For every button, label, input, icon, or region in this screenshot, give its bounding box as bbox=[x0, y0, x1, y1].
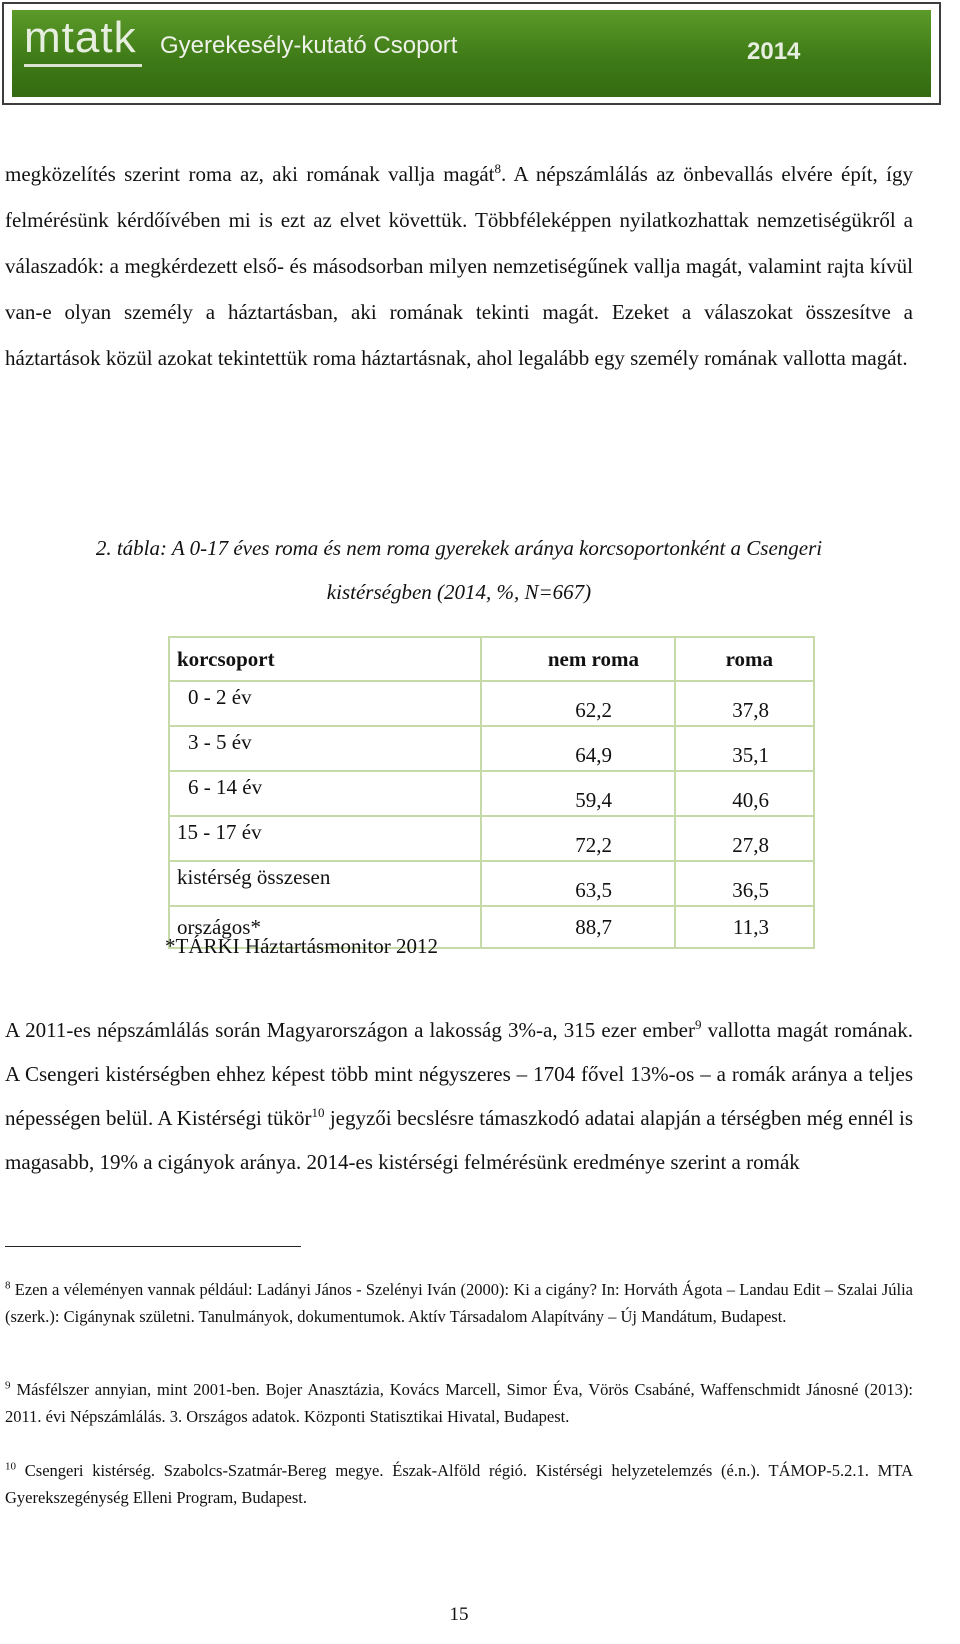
table-source-note: *TÁRKI Háztartásmonitor 2012 bbox=[165, 934, 438, 958]
cell-roma: 27,8 bbox=[675, 816, 814, 861]
header-nem-roma: nem roma bbox=[481, 637, 675, 681]
cell-nem-roma: 72,2 bbox=[481, 816, 675, 861]
cell-nem-roma: 64,9 bbox=[481, 726, 675, 771]
cell-nem-roma: 62,2 bbox=[481, 681, 675, 726]
table-row bbox=[169, 726, 814, 771]
footnote-ref-10[interactable]: 10 bbox=[311, 1105, 325, 1120]
page-number: 15 bbox=[449, 1604, 469, 1625]
table-caption-line1: 2. tábla: A 0-17 éves roma és nem roma gyerekek aránya korcsoportonként a Csengeri bbox=[95, 536, 823, 560]
footnote-10 bbox=[5, 1457, 913, 1511]
footnote-text: Másfélszer annyian, mint 2001-ben. Bojer Anasztázia, Kovács Marcell, Simor Éva, Vörös Csabáné, Waffenschmidt Jánosné (2013): 2011. évi Népszámlálás. 3. Országos adatok. Központi Statisztikai Hivatal, Budapest. bbox=[5, 1380, 913, 1426]
footnote-9 bbox=[5, 1376, 913, 1430]
header-korcsoport: korcsoport bbox=[169, 637, 481, 681]
mtatk-logo: mtatk bbox=[24, 13, 137, 62]
cell-age-group: kistérség összesen bbox=[169, 861, 481, 906]
table-row bbox=[169, 861, 814, 906]
group-name: Gyerekesély-kutató Csoport bbox=[160, 32, 458, 59]
header-roma: roma bbox=[675, 637, 814, 681]
cell-age-group: országos* bbox=[169, 906, 481, 948]
cell-age-group: 6 - 14 év bbox=[169, 771, 481, 816]
paragraph-1-part-b: . A népszámlálás az önbevallás elvére épít, így felmérésünk kérdőívében mi is ezt az elvet követtük. Többféleképpen nyilatkozhattak nemzetiségükről a válaszadók: a megkérdezett első- és másodsorban milyen nemzetiségűnek vallja magát, valamint rajta kívül van-e olyan személy a háztartásban, aki romának tekinti magát. Ezeket a válaszokat összesítve a háztartások közül azokat tekintettük roma háztartásnak, ahol legalább egy személy romának vallotta magát. bbox=[5, 162, 913, 370]
footnote-ref-8[interactable]: 8 bbox=[494, 161, 502, 176]
table-row bbox=[169, 771, 814, 816]
paragraph-2-part-b: vallotta magát romának. A Csengeri kistérségben ehhez képest több mint négyszeres – 1704 fővel 13%-os – a romák aránya a teljes népességen belül. A Kistérségi tükör bbox=[5, 1018, 914, 1130]
cell-age-group: 3 - 5 év bbox=[169, 726, 481, 771]
table-header-row bbox=[169, 637, 814, 681]
header-year: 2014 bbox=[747, 38, 801, 65]
footnote-number: 10 bbox=[5, 1460, 16, 1473]
banner-background bbox=[12, 10, 931, 97]
cell-roma: 37,8 bbox=[675, 681, 814, 726]
footnote-text: Csengeri kistérség. Szabolcs-Szatmár-Bereg megye. Észak-Alföld régió. Kistérségi helyzetelemzés (é.n.). TÁMOP-5.2.1. MTA Gyerekszegénység Elleni Program, Budapest. bbox=[5, 1461, 913, 1507]
footnote-number: 8 bbox=[5, 1279, 11, 1292]
paragraph-2 bbox=[5, 1008, 913, 1184]
cell-roma: 36,5 bbox=[675, 861, 814, 906]
paragraph-2-part-c: jegyzői becslésre támaszkodó adatai alapján a térségben még ennél is magasabb, 19% a cigányok aránya. 2014-es kistérségi felmérésünk eredménye szerint a romák bbox=[5, 1106, 913, 1174]
age-group-table bbox=[168, 636, 815, 949]
paragraph-1 bbox=[5, 151, 913, 381]
cell-nem-roma: 63,5 bbox=[481, 861, 675, 906]
paragraph-2-part-a: A 2011-es népszámlálás során Magyarországon a lakosság 3%-a, 315 ezer ember bbox=[5, 1018, 696, 1042]
paragraph-1-part-a: megközelítés szerint roma az, aki romának vallja magát bbox=[5, 162, 495, 186]
table-caption-line2: kistérségben (2014, %, N=667) bbox=[326, 580, 592, 604]
table-row bbox=[169, 816, 814, 861]
cell-nem-roma: 59,4 bbox=[481, 771, 675, 816]
cell-age-group: 15 - 17 év bbox=[169, 816, 481, 861]
footnote-number: 9 bbox=[5, 1379, 11, 1392]
cell-roma: 35,1 bbox=[675, 726, 814, 771]
footnote-8 bbox=[5, 1276, 913, 1330]
cell-nem-roma: 88,7 bbox=[481, 906, 675, 948]
cell-roma: 40,6 bbox=[675, 771, 814, 816]
footnote-ref-9[interactable]: 9 bbox=[695, 1017, 702, 1032]
header-banner bbox=[2, 2, 941, 105]
cell-roma: 11,3 bbox=[675, 906, 814, 948]
footnote-divider bbox=[5, 1246, 301, 1247]
logo-underline bbox=[24, 64, 142, 67]
table-row bbox=[169, 681, 814, 726]
footnote-text: Ezen a véleményen vannak például: Ladányi János - Szelényi Iván (2000): Ki a cigány? In: Horváth Ágota – Landau Edit – Szalai Júlia (szerk.): Cigánynak születni. Tanulmányok, dokumentumok. Aktív Társadalom Alapítvány – Új Mandátum, Budapest. bbox=[5, 1280, 913, 1326]
cell-age-group: 0 - 2 év bbox=[169, 681, 481, 726]
